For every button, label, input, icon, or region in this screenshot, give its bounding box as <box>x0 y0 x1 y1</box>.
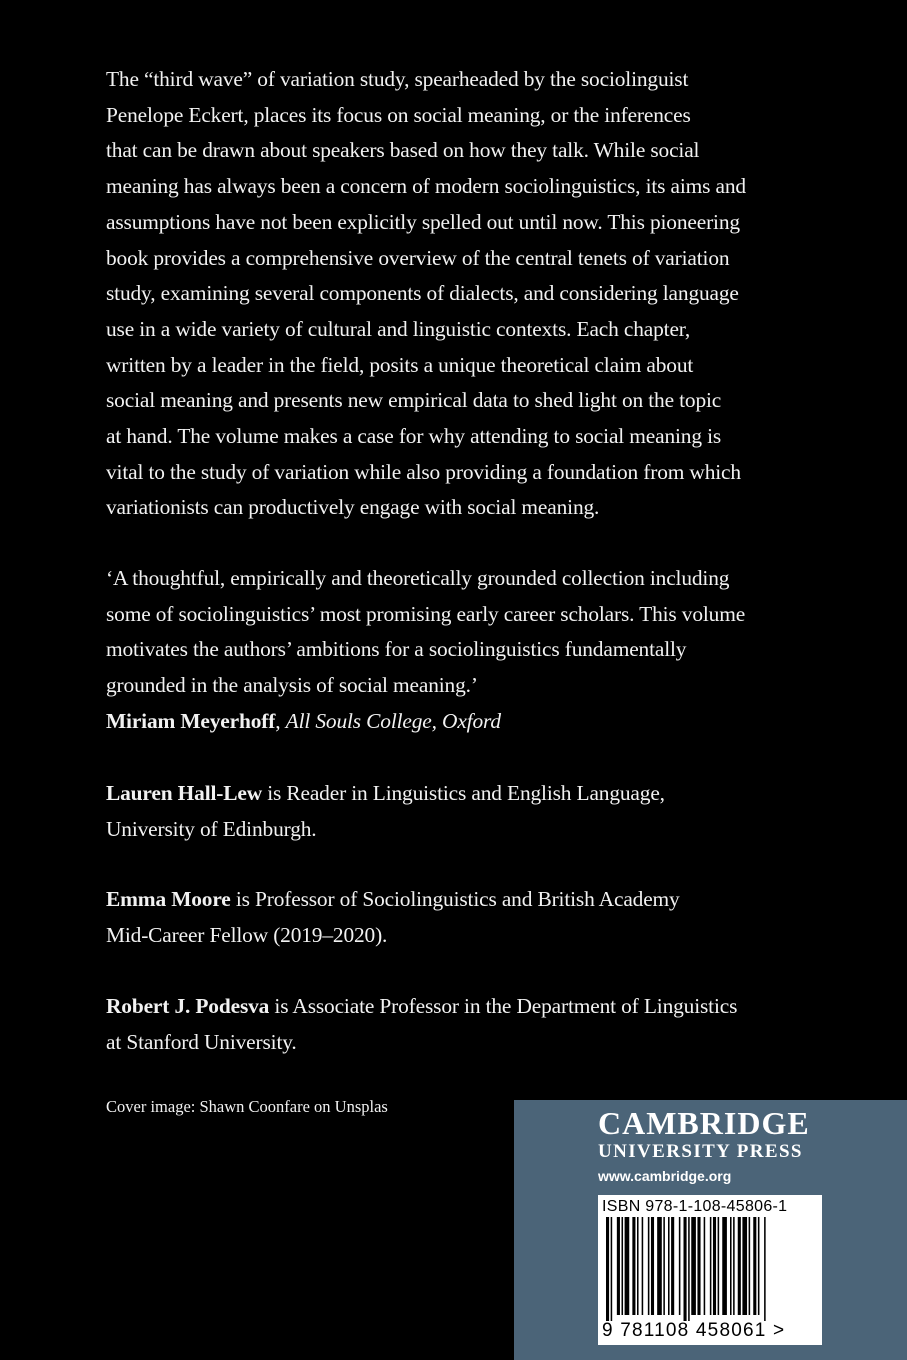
barcode-bar <box>671 1217 674 1315</box>
barcode-bar <box>697 1217 700 1315</box>
publisher-logo-text: CAMBRIDGE <box>598 1105 810 1141</box>
description-line: assumptions have not been explicitly spelled out until now. This pioneering <box>106 209 740 234</box>
barcode-bar <box>704 1217 706 1315</box>
description-line: that can be drawn about speakers based on how they talk. While social <box>106 138 700 163</box>
editor-bio <box>106 776 806 847</box>
endorser-separator: , <box>275 708 286 733</box>
barcode-bar <box>648 1217 650 1315</box>
barcode-bar <box>617 1217 620 1315</box>
quote-line: motivates the authors’ ambitions for a sociolinguistics fundamentally <box>106 637 687 662</box>
barcode-bar <box>688 1217 690 1321</box>
description-line: study, examining several components of dialects, and considering language <box>106 281 739 306</box>
description-line: meaning has always been a concern of modern sociolinguistics, its aims and <box>106 174 746 199</box>
barcode-bar <box>738 1217 741 1315</box>
publisher-subtitle: UNIVERSITY PRESS <box>598 1141 803 1162</box>
description-line: The “third wave” of variation study, spearheaded by the sociolinguist <box>106 67 689 91</box>
editor-bio <box>106 882 806 953</box>
barcode-bar <box>713 1217 716 1315</box>
editor-role: University of Edinburgh. <box>106 816 317 841</box>
endorser-name: Miriam Meyerhoff <box>106 708 276 733</box>
editor-role: at Stanford University. <box>106 1029 297 1054</box>
barcode-bar <box>632 1217 635 1315</box>
barcode-digits: 9 781108 458061 > <box>602 1320 786 1341</box>
barcode-bar <box>764 1217 766 1321</box>
editor-name: Robert J. Podesva <box>106 994 270 1018</box>
description-line: written by a leader in the field, posits a unique theoretical claim about <box>106 352 694 377</box>
book-description <box>106 62 806 526</box>
editor-name: Lauren Hall-Lew <box>106 781 263 805</box>
quote-line: some of sociolinguistics’ most promising early career scholars. This volume <box>106 601 746 626</box>
barcode-icon <box>598 1217 822 1321</box>
barcode-bar <box>753 1217 756 1315</box>
editor-bio <box>106 989 806 1060</box>
barcode-bar <box>651 1217 654 1315</box>
description-line: social meaning and presents new empirical data to shed light on the topic <box>106 388 722 413</box>
isbn-label: ISBN 978-1-108-45806-1 <box>602 1198 788 1215</box>
barcode-bar <box>679 1217 681 1315</box>
barcode-bar <box>663 1217 665 1315</box>
barcode-bar <box>622 1217 624 1315</box>
barcode-bar <box>722 1217 727 1315</box>
barcode-bar <box>733 1217 735 1315</box>
barcode-bar <box>718 1217 720 1315</box>
barcode-bar <box>642 1217 644 1315</box>
description-line: variationists can productively engage with social meaning. <box>106 495 600 520</box>
barcode-bar <box>668 1217 670 1315</box>
barcode-bar <box>758 1217 760 1315</box>
description-line: book provides a comprehensive overview of the central tenets of variation <box>106 245 730 270</box>
editor-role: Mid-Career Fellow (2019–2020). <box>106 922 388 947</box>
quote-line: grounded in the analysis of social meaning.’ <box>106 673 478 698</box>
publisher-panel <box>514 1100 907 1360</box>
barcode-bar <box>749 1217 751 1315</box>
barcode-bar <box>606 1217 609 1321</box>
description-line: at hand. The volume makes a case for why attending to social meaning is <box>106 424 722 449</box>
barcode-panel <box>598 1195 822 1345</box>
editor-role: is Professor of Sociolinguistics and British Academy <box>230 887 680 911</box>
barcode-bar <box>684 1217 687 1321</box>
cover-image-credit: Cover image: Shawn Coonfare on Unsplas <box>106 1097 388 1116</box>
barcode-bar <box>730 1217 732 1315</box>
endorser-affiliation: All Souls College, Oxford <box>285 708 501 733</box>
description-line: use in a wide variety of cultural and linguistic contexts. Each chapter, <box>106 316 691 341</box>
barcode-bar <box>691 1217 696 1315</box>
editor-role: is Reader in Linguistics and English Language, <box>262 781 665 805</box>
editor-role: is Associate Professor in the Department of Linguistics <box>269 994 738 1018</box>
barcode-bar <box>611 1217 613 1321</box>
editor-name: Emma Moore <box>106 887 231 911</box>
description-line: vital to the study of variation while also providing a foundation from which <box>106 459 741 484</box>
barcode-bar <box>625 1217 630 1315</box>
endorsement-quote <box>106 561 806 740</box>
quote-line: ‘A thoughtful, empirically and theoretically grounded collection including <box>106 566 730 590</box>
barcode-bar <box>657 1217 662 1315</box>
publisher-url: www.cambridge.org <box>598 1168 732 1184</box>
barcode-bar <box>742 1217 747 1315</box>
barcode-bar <box>710 1217 712 1315</box>
barcode-bar <box>637 1217 639 1315</box>
description-line: Penelope Eckert, places its focus on social meaning, or the inferences <box>106 102 691 127</box>
